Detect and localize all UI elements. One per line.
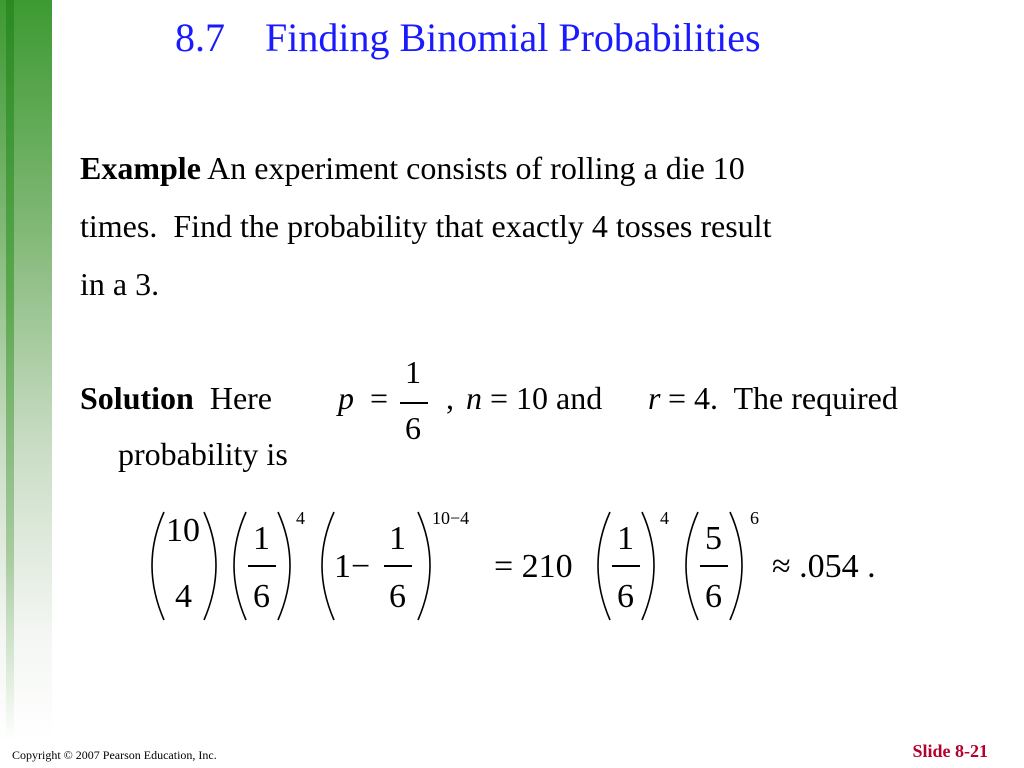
frac4-den: 6 bbox=[705, 578, 722, 615]
frac3-den: 6 bbox=[617, 578, 634, 615]
n-text: = 10 and bbox=[482, 380, 611, 416]
example-label: Example bbox=[80, 150, 201, 186]
exp4: 6 bbox=[750, 508, 759, 528]
frac1-right-paren bbox=[278, 512, 290, 620]
solution-comma: , bbox=[446, 380, 454, 416]
frac3-bar bbox=[612, 565, 640, 567]
frac1-bar bbox=[248, 565, 276, 567]
frac2-den: 6 bbox=[389, 578, 406, 615]
frac4-bar bbox=[700, 565, 728, 567]
frac3-right-paren bbox=[642, 512, 654, 620]
frac2-bar bbox=[384, 565, 412, 567]
frac4-right-paren bbox=[730, 512, 742, 620]
p-denominator: 6 bbox=[405, 410, 421, 446]
binom-right-paren bbox=[204, 512, 216, 620]
term2-right-paren bbox=[418, 512, 430, 620]
p-numerator: 1 bbox=[405, 354, 421, 390]
approx-result: ≈ .054 . bbox=[772, 548, 876, 585]
solution-line-2: probability is bbox=[118, 436, 288, 472]
frac1-den: 6 bbox=[253, 578, 270, 615]
frac1-left-paren bbox=[234, 512, 246, 620]
slide-title: 8.7 Finding Binomial Probabilities bbox=[175, 15, 761, 60]
frac4-left-paren bbox=[686, 512, 698, 620]
copyright-notice: Copyright © 2007 Pearson Education, Inc. bbox=[12, 748, 217, 762]
exp1: 4 bbox=[296, 508, 305, 528]
one-minus: 1− bbox=[334, 548, 371, 585]
r-text: = 4. The required bbox=[660, 380, 898, 416]
term2-left-paren bbox=[322, 512, 334, 620]
frac3-left-paren bbox=[598, 512, 610, 620]
frac1-num: 1 bbox=[253, 520, 270, 557]
exp3: 4 bbox=[660, 508, 669, 528]
example-text-1: An experiment consists of rolling a die 10 bbox=[200, 150, 745, 186]
frac4-num: 5 bbox=[705, 520, 722, 557]
frac2-num: 1 bbox=[389, 520, 406, 557]
solution-here: Here bbox=[193, 380, 272, 416]
example-line-3: in a 3. bbox=[80, 266, 160, 302]
exp2: 10−4 bbox=[432, 508, 470, 528]
var-p: p bbox=[338, 380, 354, 416]
p-equals: = bbox=[370, 380, 389, 416]
binom-top: 10 bbox=[166, 512, 200, 549]
var-n: n bbox=[466, 380, 482, 416]
var-r: r bbox=[648, 380, 661, 416]
binom-left-paren bbox=[152, 512, 164, 620]
frac3-num: 1 bbox=[617, 520, 634, 557]
solution-label: Solution bbox=[80, 380, 194, 416]
binom-bottom: 4 bbox=[175, 578, 192, 615]
equals-210: = 210 bbox=[494, 548, 573, 585]
slide-number: Slide 8-21 bbox=[912, 741, 988, 761]
example-line-2: times. Find the probability that exactly 4 tosses result bbox=[80, 208, 772, 244]
